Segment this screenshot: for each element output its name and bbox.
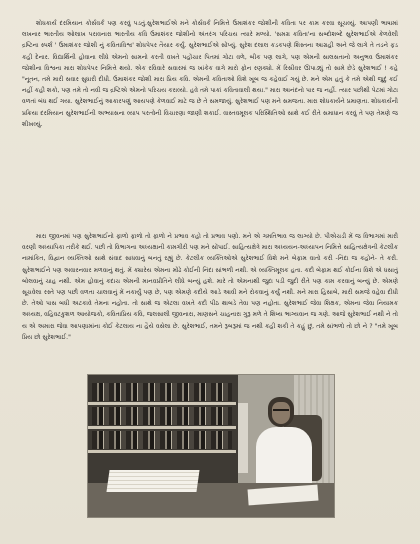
shelf-board [88,450,236,453]
shelf-board [88,426,236,429]
body-paragraph-1: શોધકાર્ય દરમિયાન કોર્સવર્ક પણ કરવું પડતું.સુરેશભાઈએ મને કોર્સવર્ક નિમિત્તે ઉમાશંકર જોશીની કવિતા પર કામ કરવા સૂચવ્યું. આપણી ભાષામાં લખનાર ભારતીય ઓલાખ પરાવનારા ભારતીય કવિ ઉમાશંકર જોશીનો અંતરંગ પરિચય ત્યારે મળ્યો. 'સમગ્ર કવિતા'ના સબ્દોશબ્દે સુરેશભાઈએ કેળવેલી દ્રષ્ટિના સ્પર્શ ' ઉમાશંકર જોશી નું કવિતાવિશ્વ' શોધપેપર તૈયાર કર્યું. સુરેશભાઈએ સોંપ્યું. સુરેશ દલાલ કડકપણે શિસ્તના આગ્રહી અને જે લાગે તે તડને ફડ કહી દેનાર. વિદ્યાર્થિની હોવાના લીધે એમનો સામનો કરતી વખતે પહોંચાર પિતમાં ગોટા વળે, બીક પણ લાગે, પણ એમની સાલસતાનો અનુભવ ઉમાશંકર જોશીના વિશ્વના મારા શોધપેપર નિમિત્તે થયો. એક રવિવારે સવારમાં જ ખાંકેક વાગે મારો ફોન રણક્યો. મેં રિસીવર ઊપાડ્યું તો સામે છેડે સુરેશભાઈ ! કહે "નૂતન, તમે મારી સવાર સુધારી દીધી. ઉમાશંકર જોશી મારા પ્રિય કવિ. એમની કવિતાઓ વિશે ખૂબ જ કહેવાઈ ગયું છે. મને એમ હતું કે તમે એથી જુદું કઈ નહીં કહી શકો, પણ તમે તો નવી જ દ્રષ્ટિએ એમનો પરિચય કરાવ્યો. હવે તમે પાકાં કવિતાવાલી થયા." મારા આનંદનો પાર જ નહીં. ત્યાર પછીથી પેટમાં ગોટા વળતાં બંધ થઈ ગયા. સુરેશભાઈનું આકારપણું આયપણે કેળવાઈ માટે જ છે તે સમજાયું. સુરેશભાઈ પણ મને સમજતા. મારા શોધકાર્યને પ્રમાણતા. શોધકાર્યની પ્રક્રિયા દરમિયાન સુરેશભાઈની અભ્યાસના વ્યાપ પરત્વેની વિચારણા જાણી શકાઈ. વાસ્તવમૂલક પરિસ્થિતિઓ સાથે કઈ રીતે સમાધાન કરવું તે પણ તેમણે જ શીખવ્યું. [22,20,398,128]
body-paragraph-2: મારા જીવનમાં પણ સુરેશભાઈનો ફાળો ફાળો તો ફાળો ને પ્રભાવ કહો તો પ્રભાવ પણો. મને એ ગમતિભાવ જ લાગ્યો છે. પીએચડી મેં જ વિભાગમાં મારી વરણી અધ્યાપિકા તરીકે થઈ. પછી તો વિભાગના અધ્યક્ષાની કામગીરી પણ મને સોંપાઈ. સાહિત્યક્ષેત્રે મારા અધ્યયન-અધ્યાપન નિમિત્તે સાહિત્યક્ષેત્રની કેટલીક નામાંકિત, વિદ્વાન વ્યક્તિઓ સાથે સંવાદ સાધવાનું બનતું રહ્યું છે. કેટલીક વ્યક્તિઓએ સુરેશભાઈ વિશે મને બેફામ વાતો કરી -નિંદા જ કહોને- તે કરી. સુરેશભાઈને પણ અવારનવાર મળવાનું થતું. મેં ક્યારેય એમના મોંઢે કોઈની નિંદા સાંભળી નથી. એ વ્યક્તિમૂલક હતા. કદી બેફામ થઈ કોઈના વિશે એ ધસાતું બોલવાનું ચાહ નથી. એમ હોવાનું કદાચ એમની માનવપ્રીતિને લીધે બન્યું હશે. મારે તો એમનાથી જુદા પડી જુદી રીતે પણ કામ કરવાનું બન્યું છે. એમણે સૂચવેલા રસ્તે પણ પછી વળતા ચાલવાનું મેં નકાર્યું પણ છે, પણ એમણે કદીયે આડે આવી મને રોકવાનું કર્યું નથી. મને મારા હિસાબે, મારી સમજે વહેવા દીધી છે. તેઓ પાસ બધી અટકાવે તેમના નહોતા. તો સાથે જ એટલા વખતે કદી પીઠ થાબડે તેવા પણ નહોતા. સુરેશભાઈ જેવા શિક્ષક, એમના જેવા નિયામક અધ્યક્ષ, વહિવટકુશળ આયોજકો, કવિતાપ્રિય કવિ, જલસાલી જીવનારા, માણસને ચાહનારા ગુરૂ મળે તે શિષ્ય ભાગ્યવાન જ ગણે. આજે સુરેશભાઈ નથી ને તો ય એ અમારા જેવા આપણામાંના કોઈ કેટલાય ના હૈયે વસેલા છે. સુરેશભાઈ, તમને રૂબરૂમાં જ નથી કહી શકી તે કહું છું, તમે સાંભળો તો છો ને ? "તમે ખૂબ પ્રિય છો સુરેશભાઈ." [22,233,398,341]
books-row [92,383,232,401]
lamp [238,403,248,473]
paper-stack [106,470,199,492]
books-row [92,407,232,425]
books-row [92,431,232,449]
shelf-board [88,402,236,405]
photo-man-at-desk [88,375,334,517]
glasses [273,409,289,414]
person-body [256,427,312,489]
